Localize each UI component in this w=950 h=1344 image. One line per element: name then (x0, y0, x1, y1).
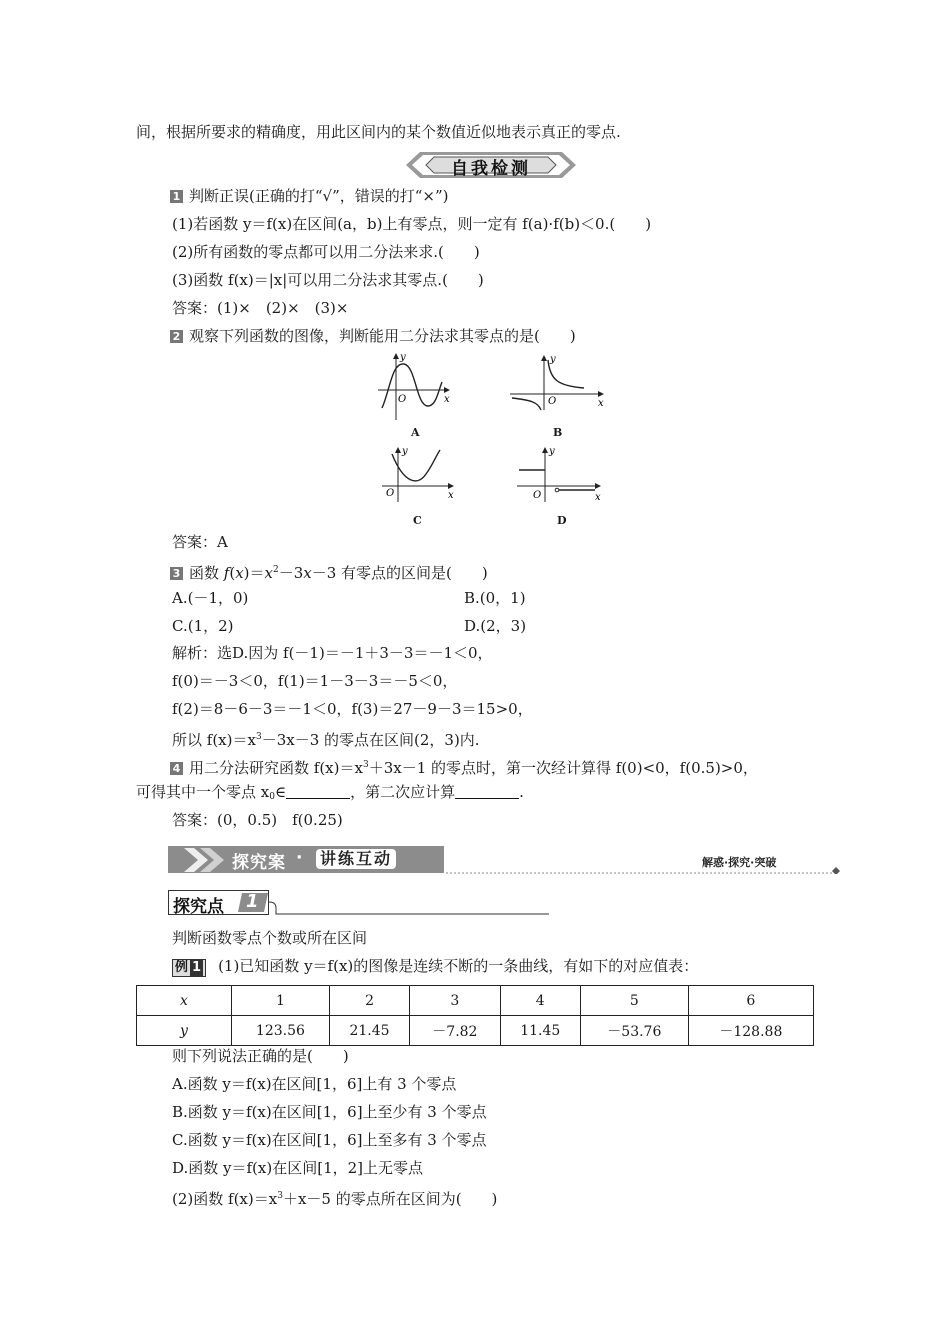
example1-part2-post: ＋x－5 的零点所在区间为( ) (282, 1190, 498, 1208)
example1-part2-exp: 3 (277, 1191, 283, 1201)
q4-line-1 (170, 755, 758, 778)
example1-part2 (172, 1186, 497, 1209)
graph-c-y-label: y (402, 446, 408, 457)
example1-option-a: A.函数 y＝f(x)在区间[1，6]上有 3 个零点 (172, 1075, 457, 1093)
q1-item-1: (1)若函数 y＝f(x)在区间(a，b)上有零点，则一定有 f(a)·f(b)＜0.( ) (172, 215, 652, 233)
example1-question: 则下列说法正确的是( ) (172, 1047, 349, 1065)
q3-sol4-exp: 3 (255, 732, 262, 742)
value-table (136, 985, 814, 1046)
graph-b-label: B (553, 426, 563, 439)
graph-d-origin: O (533, 490, 542, 501)
graph-b-x-label: x (598, 398, 604, 409)
q1-stem-line (170, 186, 449, 206)
section-title: 判断函数零点个数或所在区间 (172, 929, 368, 947)
table-row-x (137, 986, 814, 1016)
q4-line1-post: ＋3x－1 的零点时，第一次经计算得 f(0)<0，f(0.5)>0， (368, 759, 758, 777)
q3-solution-4 (172, 727, 480, 750)
table-cell: 5 (580, 986, 688, 1016)
self-check-banner (406, 150, 576, 180)
example1-tag-text: 例 (175, 960, 189, 975)
graph-d-label: D (557, 514, 567, 527)
q3-sol4-pre: 所以 f(x)＝x (172, 731, 256, 749)
q3-stem-pre: 函数 (189, 564, 224, 582)
q4-exp: 3 (362, 760, 369, 770)
q3-solution-3: f(2)＝8－6－3＝－1＜0，f(3)＝27－9－3＝15>0， (172, 700, 533, 718)
q1-answer: 答案：(1)× (2)× (3)× (172, 299, 349, 317)
table-cell: －7.82 (410, 1016, 500, 1046)
q3-option-d: D.(2，3) (464, 617, 527, 635)
table-cell: 2 (329, 986, 409, 1016)
graph-d-x-label: x (595, 492, 601, 503)
graph-c (380, 444, 460, 504)
table-cell: 6 (688, 986, 813, 1016)
graph-c-label: C (413, 514, 422, 527)
table-row-y (137, 1016, 814, 1046)
graph-a-label: A (411, 426, 420, 439)
table-cell: 3 (410, 986, 500, 1016)
example1-part2-pre: (2)函数 f(x)＝x (172, 1190, 278, 1208)
graph-a-x-label: x (444, 394, 450, 405)
example1-option-c: C.函数 y＝f(x)在区间[1，6]上至多有 3 个零点 (172, 1131, 487, 1149)
table-cell: －53.76 (580, 1016, 688, 1046)
table-cell: －128.88 (688, 1016, 813, 1046)
table-cell: y (137, 1016, 232, 1046)
q1-stem: 判断正误(正确的打“√”，错误的打“×”) (189, 187, 449, 205)
example1-tag-num: 1 (192, 960, 202, 975)
q1-item-3: (3)函数 f(x)＝|x|可以用二分法求其零点.( ) (172, 271, 484, 289)
q4-line1-pre: 用二分法研究函数 f(x)＝x (189, 759, 363, 777)
graph-d-y-label: y (549, 446, 555, 457)
q4-line2-b: ∈ (274, 783, 287, 801)
explore-point-label: 探究点 (173, 897, 224, 917)
example1-stem: (1)已知函数 y＝f(x)的图像是连续不断的一条曲线，有如下的对应值表： (218, 957, 699, 975)
graph-a-origin: O (398, 394, 407, 405)
q3-exp: 2 (273, 565, 279, 575)
q4-blank-1[interactable] (286, 784, 350, 799)
explore-banner-main: 讲练互动 (316, 849, 396, 869)
q3-option-a: A.(－1，0) (172, 589, 249, 607)
q3-number: 3 (170, 567, 183, 580)
q1-number: 1 (170, 190, 183, 203)
example1-option-d: D.函数 y＝f(x)在区间[1，2]上无零点 (172, 1159, 424, 1177)
q3-sol4-post: －3x－3 的零点在区间(2，3)内. (261, 731, 480, 749)
q4-answer: 答案：(0，0.5) f(0.25) (172, 811, 343, 829)
q3-solution-1: 解析：选D.因为 f(－1)＝－1＋3－3＝－1＜0， (172, 644, 493, 662)
q1-item-2: (2)所有函数的零点都可以用二分法来求.( ) (172, 243, 480, 261)
q2-answer: 答案：A (172, 533, 228, 551)
explore-banner-dot: · (296, 848, 303, 868)
explore-point-header (168, 890, 550, 916)
q4-line2-c: ，第二次应计算 (350, 783, 456, 801)
q4-number: 4 (170, 762, 183, 775)
explore-banner-left: 探究案 (232, 853, 286, 873)
graph-a-y-label: y (400, 352, 406, 363)
explore-banner-right: 解惑·探究·突破 (702, 856, 777, 869)
q2-stem-line (170, 326, 576, 346)
q3-stem: 3 函数 $f(x)=x^2-3x-3$ 有零点的区间是( ) (170, 560, 488, 583)
q3-option-c: C.(1，2) (172, 617, 234, 635)
q4-blank-2[interactable] (455, 784, 519, 799)
q3-option-b: B.(0，1) (464, 589, 526, 607)
explore-banner (168, 846, 840, 874)
graph-b (508, 352, 608, 412)
q4-line2-sub: 0 (269, 792, 275, 802)
graph-c-x-label: x (448, 490, 454, 501)
q2-stem: 观察下列函数的图像，判断能用二分法求其零点的是( ) (189, 327, 576, 345)
intro-line: 间，根据所要求的精确度，用此区间内的某个数值近似地表示真正的零点. (136, 123, 621, 141)
table-cell: 1 (232, 986, 330, 1016)
graph-b-y-label: y (550, 354, 556, 365)
self-check-title: 自我检测 (451, 159, 531, 179)
example1-tag (172, 959, 206, 977)
table-cell: 11.45 (500, 1016, 580, 1046)
graph-d (515, 444, 607, 504)
table-cell: 123.56 (232, 1016, 330, 1046)
table-cell: x (137, 986, 232, 1016)
table-cell: 21.45 (329, 1016, 409, 1046)
q3-solution-2: f(0)＝－3＜0，f(1)＝1－3－3＝－5＜0， (172, 672, 458, 690)
q2-number: 2 (170, 330, 183, 343)
q4-line2-a: 可得其中一个零点 x (136, 783, 270, 801)
graph-c-origin: O (386, 488, 395, 499)
q4-line2-d: . (519, 783, 524, 801)
table-cell: 4 (500, 986, 580, 1016)
graph-b-origin: O (548, 396, 557, 407)
explore-point-frame (168, 890, 550, 916)
graph-a (374, 350, 454, 425)
explore-point-number: 1 (246, 891, 259, 912)
q4-line-2 (136, 782, 524, 807)
example1-stem-line (172, 956, 698, 977)
example1-option-b: B.函数 y＝f(x)在区间[1，6]上至少有 3 个零点 (172, 1103, 487, 1121)
